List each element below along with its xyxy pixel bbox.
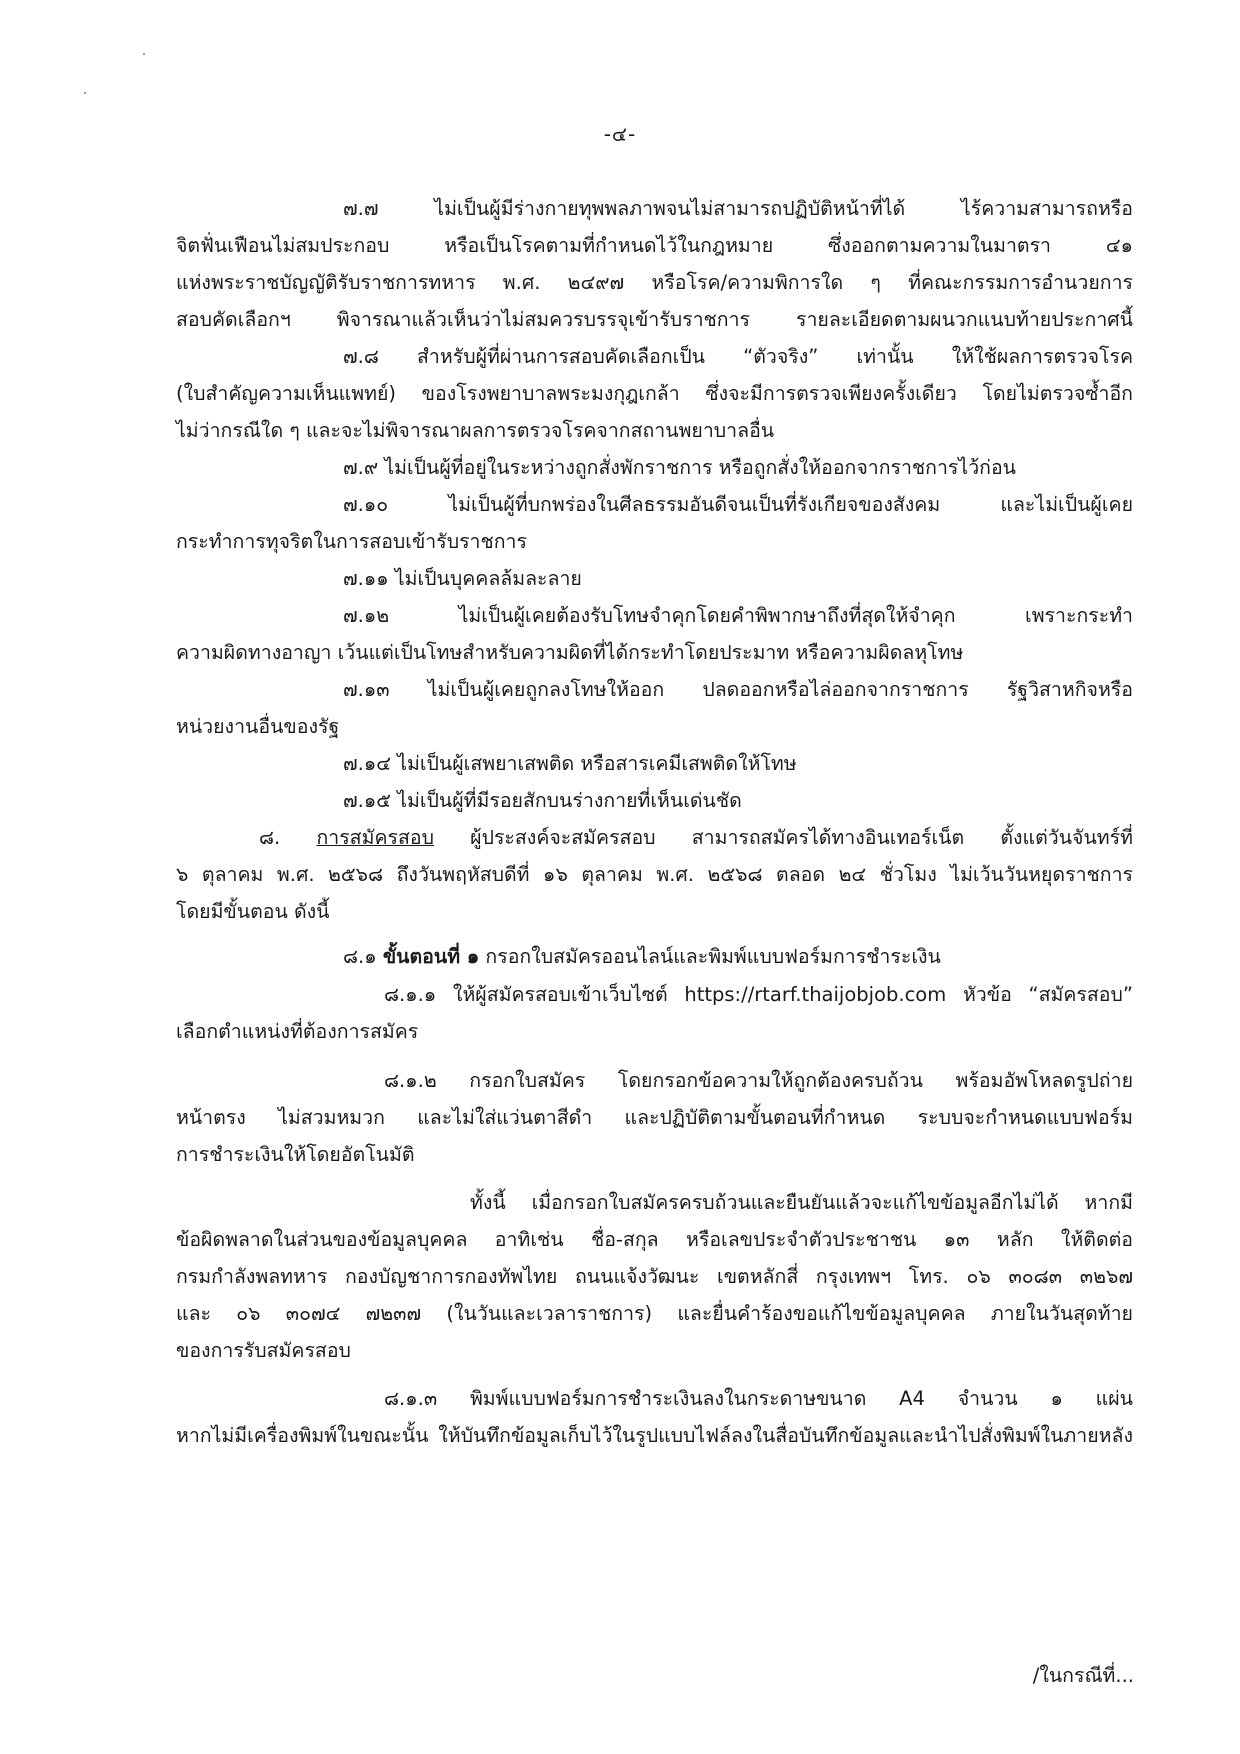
section-number: ๘.๑ [343, 945, 383, 968]
continuation-note: /ในกรณีที่... [1032, 1664, 1134, 1687]
paragraph-line: สอบคัดเลือกฯ พิจารณาแล้วเห็นว่าไม่สมควรบรรจุเข้ารับราชการ รายละเอียดตามผนวกแนบท้ายประกาศนี้ [176, 308, 1133, 331]
section-heading-line [343, 942, 941, 972]
scan-speck [84, 92, 86, 94]
paragraph-line: ๖ ตุลาคม พ.ศ. ๒๕๖๘ ถึงวันพฤหัสบดีที่ ๑๖ ตุลาคม พ.ศ. ๒๕๖๘ ตลอด ๒๔ ชั่วโมง ไม่เว้นวันหยุดราชการ [176, 863, 1133, 886]
scan-speck [143, 53, 145, 55]
paragraph-line: ข้อผิดพลาดในส่วนของข้อมูลบุคคล อาทิเช่น ชื่อ-สกุล หรือเลขประจำตัวประชาชน ๑๓ หลัก ให้ติดต่อ [176, 1228, 1133, 1251]
paragraph-line: หน้าตรง ไม่สวมหมวก และไม่ใส่แว่นตาสีดำ และปฏิบัติตามขั้นตอนที่กำหนด ระบบจะกำหนดแบบฟอร์ม [176, 1106, 1133, 1129]
section-title-registration: การสมัครสอบ [316, 826, 434, 849]
paragraph-line: ๗.๗ ไม่เป็นผู้มีร่างกายทุพพลภาพจนไม่สามารถปฏิบัติหน้าที่ได้ ไร้ความสามารถหรือ [343, 197, 1133, 220]
paragraph-line: ความผิดทางอาญา เว้นแต่เป็นโทษสำหรับความผิดที่ได้กระทำโดยประมาท หรือความผิดลหุโทษ [176, 641, 964, 664]
paragraph-line: ๗.๑๒ ไม่เป็นผู้เคยต้องรับโทษจำคุกโดยคำพิพากษาถึงที่สุดให้จำคุก เพราะกระทำ [343, 604, 1133, 627]
paragraph-line: ๗.๑๐ ไม่เป็นผู้ที่บกพร่องในศีลธรรมอันดีจนเป็นที่รังเกียจของสังคม และไม่เป็นผู้เคย [343, 493, 1133, 516]
paragraph-line: ๘.๑.๒ กรอกใบสมัคร โดยกรอกข้อความให้ถูกต้องครบถ้วน พร้อมอัพโหลดรูปถ่าย [384, 1069, 1133, 1092]
paragraph-line: และ ๐๖ ๓๐๗๔ ๗๒๓๗ (ในวันและเวลาราชการ) และยื่นคำร้องขอแก้ไขข้อมูลบุคคล ภายในวันสุดท้าย [176, 1302, 1133, 1325]
paragraph-line: หน่วยงานอื่นของรัฐ [176, 715, 340, 738]
section-text: ผู้ประสงค์จะสมัครสอบ สามารถสมัครได้ทางอินเทอร์เน็ต ตั้งแต่วันจันทร์ที่ [433, 826, 1133, 849]
paragraph-line: แห่งพระราชบัญญัติรับราชการทหาร พ.ศ. ๒๔๙๗ หรือโรค/ความพิการใด ๆ ที่คณะกรรมการอำนวยการ [176, 271, 1133, 294]
paragraph-line: การชำระเงินให้โดยอัตโนมัติ [176, 1143, 415, 1166]
paragraph-line: ของการรับสมัครสอบ [176, 1339, 351, 1362]
paragraph-line: เลือกตำแหน่งที่ต้องการสมัคร [176, 1020, 419, 1043]
paragraph-line: กรมกำลังพลทหาร กองบัญชาการกองทัพไทย ถนนแจ้งวัฒนะ เขตหลักสี่ กรุงเทพฯ โทร. ๐๖ ๓๐๘๓ ๓๒๖๗ [176, 1265, 1133, 1288]
paragraph-line: หากไม่มีเครื่องพิมพ์ในขณะนั้น ให้บันทึกข้อมูลเก็บไว้ในรูปแบบไฟล์ลงในสื่อบันทึกข้อมูลและนำไปสั่งพิมพ์ในภายหลัง [176, 1424, 1133, 1447]
paragraph-line: ไม่ว่ากรณีใด ๆ และจะไม่พิจารณาผลการตรวจโรคจากสถานพยาบาลอื่น [176, 419, 775, 442]
paragraph-line: ทั้งนี้ เมื่อกรอกใบสมัครครบถ้วนและยืนยันแล้วจะแก้ไขข้อมูลอีกไม่ได้ หากมี [470, 1191, 1133, 1214]
paragraph-line: ๗.๘ สำหรับผู้ที่ผ่านการสอบคัดเลือกเป็น “ตัวจริง” เท่านั้น ให้ใช้ผลการตรวจโรค [343, 345, 1133, 368]
paragraph-line: ๗.๑๔ ไม่เป็นผู้เสพยาเสพติด หรือสารเคมีเสพติดให้โทษ [343, 752, 797, 775]
paragraph-line: ๘.๑.๑ ให้ผู้สมัครสอบเข้าเว็บไซต์ https://rtarf.thaijobjob.com หัวข้อ “สมัครสอบ” [384, 983, 1133, 1006]
section-text: กรอกใบสมัครออนไลน์และพิมพ์แบบฟอร์มการชำระเงิน [479, 945, 941, 968]
paragraph-line: ๘.๑.๓ พิมพ์แบบฟอร์มการชำระเงินลงในกระดาษขนาด A4 จำนวน ๑ แผ่น [384, 1387, 1133, 1410]
paragraph-line: (ใบสำคัญความเห็นแพทย์) ของโรงพยาบาลพระมงกุฎเกล้า ซึ่งจะมีการตรวจเพียงครั้งเดียว โดยไม่ตรวจซ้ำอีก [176, 382, 1133, 405]
paragraph-line: ๗.๑๑ ไม่เป็นบุคคลล้มละลาย [343, 567, 582, 590]
paragraph-line: จิตฟั่นเฟือนไม่สมประกอบ หรือเป็นโรคตามที่กำหนดไว้ในกฎหมาย ซึ่งออกตามความในมาตรา ๔๑ [176, 234, 1133, 257]
paragraph-line: ๗.๙ ไม่เป็นผู้ที่อยู่ในระหว่างถูกสั่งพักราชการ หรือถูกสั่งให้ออกจากราชการไว้ก่อน [343, 456, 1017, 479]
page-number: -๔- [603, 122, 637, 146]
paragraph-line: ๗.๑๕ ไม่เป็นผู้ที่มีรอยสักบนร่างกายที่เห็นเด่นชัด [343, 789, 742, 812]
paragraph-line: โดยมีขั้นตอน ดังนี้ [176, 900, 330, 923]
paragraph-line: กระทำการทุจริตในการสอบเข้ารับราชการ [176, 530, 527, 553]
section-heading-line [259, 823, 1133, 853]
section-number: ๘. [259, 826, 317, 849]
step-title: ขั้นตอนที่ ๑ [382, 945, 480, 968]
paragraph-line: ๗.๑๓ ไม่เป็นผู้เคยถูกลงโทษให้ออก ปลดออกหรือไล่ออกจากราชการ รัฐวิสาหกิจหรือ [343, 678, 1133, 701]
